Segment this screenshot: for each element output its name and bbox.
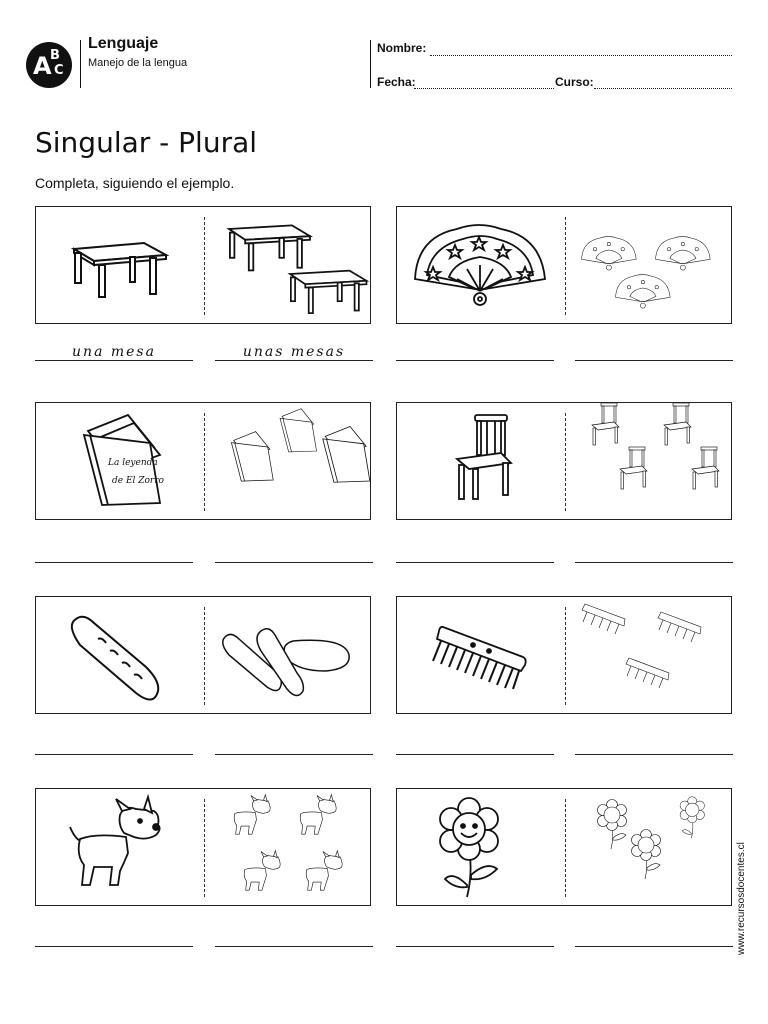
singular-image xyxy=(397,789,563,905)
flower-icon xyxy=(397,789,563,905)
answer-line[interactable] xyxy=(215,562,373,563)
fan-icon xyxy=(397,207,563,323)
plural-image xyxy=(566,207,732,323)
dogs-icon xyxy=(205,789,371,905)
fecha-field[interactable] xyxy=(414,88,554,89)
header-divider xyxy=(80,40,81,88)
item-panel-flor xyxy=(396,788,732,906)
nombre-field[interactable] xyxy=(430,55,732,56)
answer-line[interactable] xyxy=(575,754,733,755)
item-panel-libro xyxy=(35,402,371,520)
answer-line[interactable] xyxy=(396,562,554,563)
answer-line[interactable] xyxy=(35,360,193,361)
plural-image xyxy=(566,403,732,519)
answer-line[interactable] xyxy=(396,360,554,361)
book-text-line2: de El Zorro xyxy=(112,476,164,486)
chair-icon xyxy=(397,403,563,519)
breads-icon xyxy=(205,597,371,713)
nombre-label: Nombre: xyxy=(377,41,427,55)
singular-image xyxy=(397,207,563,323)
subject-subtitle: Manejo de la lengua xyxy=(88,57,188,69)
singular-image xyxy=(36,789,202,905)
bread-icon xyxy=(36,597,202,713)
instruction-text: Completa, siguiendo el ejemplo. xyxy=(35,175,235,191)
answer-line[interactable] xyxy=(396,754,554,755)
logo-letter-b: B xyxy=(50,48,60,63)
singular-image xyxy=(397,597,563,713)
curso-field[interactable] xyxy=(594,88,732,89)
singular-image xyxy=(397,403,563,519)
combs-icon xyxy=(566,597,732,713)
item-panel-perro xyxy=(35,788,371,906)
plural-image xyxy=(205,207,371,323)
logo-abc xyxy=(26,42,72,88)
book-text-line1: La leyenda xyxy=(108,458,158,468)
flowers-icon xyxy=(566,789,732,905)
logo-letter-a: A xyxy=(33,52,52,80)
item-panel-peineta xyxy=(396,596,732,714)
item-panel-silla xyxy=(396,402,732,520)
fans-icon xyxy=(566,207,732,323)
answer-line[interactable] xyxy=(575,562,733,563)
chairs-icon xyxy=(566,403,732,519)
singular-image xyxy=(36,403,202,519)
table-icon xyxy=(36,207,202,323)
answer-line[interactable] xyxy=(396,946,554,947)
header-divider-right xyxy=(370,40,371,88)
answer-line[interactable] xyxy=(575,946,733,947)
answer-line[interactable] xyxy=(215,946,373,947)
answer-line[interactable] xyxy=(215,754,373,755)
plural-image xyxy=(205,403,371,519)
subject-title: Lenguaje xyxy=(88,35,159,52)
answer-text: una mesa xyxy=(72,344,156,360)
fecha-label: Fecha: xyxy=(377,75,416,89)
item-panel-mesa xyxy=(35,206,371,324)
plural-image xyxy=(205,789,371,905)
singular-image xyxy=(36,207,202,323)
plural-image xyxy=(566,789,732,905)
answer-line[interactable] xyxy=(35,946,193,947)
answer-line[interactable] xyxy=(575,360,733,361)
logo-letter-c: C xyxy=(54,63,64,78)
item-panel-abanico xyxy=(396,206,732,324)
page-title: Singular - Plural xyxy=(35,126,258,159)
item-panel-pan xyxy=(35,596,371,714)
answer-line[interactable] xyxy=(215,360,373,361)
book-icon xyxy=(36,403,202,519)
answer-line[interactable] xyxy=(35,562,193,563)
answer-line[interactable] xyxy=(35,754,193,755)
books-icon xyxy=(205,403,371,519)
answer-text: unas mesas xyxy=(242,344,346,360)
tables-icon xyxy=(205,207,371,323)
source-url: www.recursosdocentes.cl xyxy=(736,842,747,955)
singular-image xyxy=(36,597,202,713)
dog-icon xyxy=(36,789,202,905)
plural-image xyxy=(205,597,371,713)
plural-image xyxy=(566,597,732,713)
curso-label: Curso: xyxy=(555,75,594,89)
comb-icon xyxy=(397,597,563,713)
